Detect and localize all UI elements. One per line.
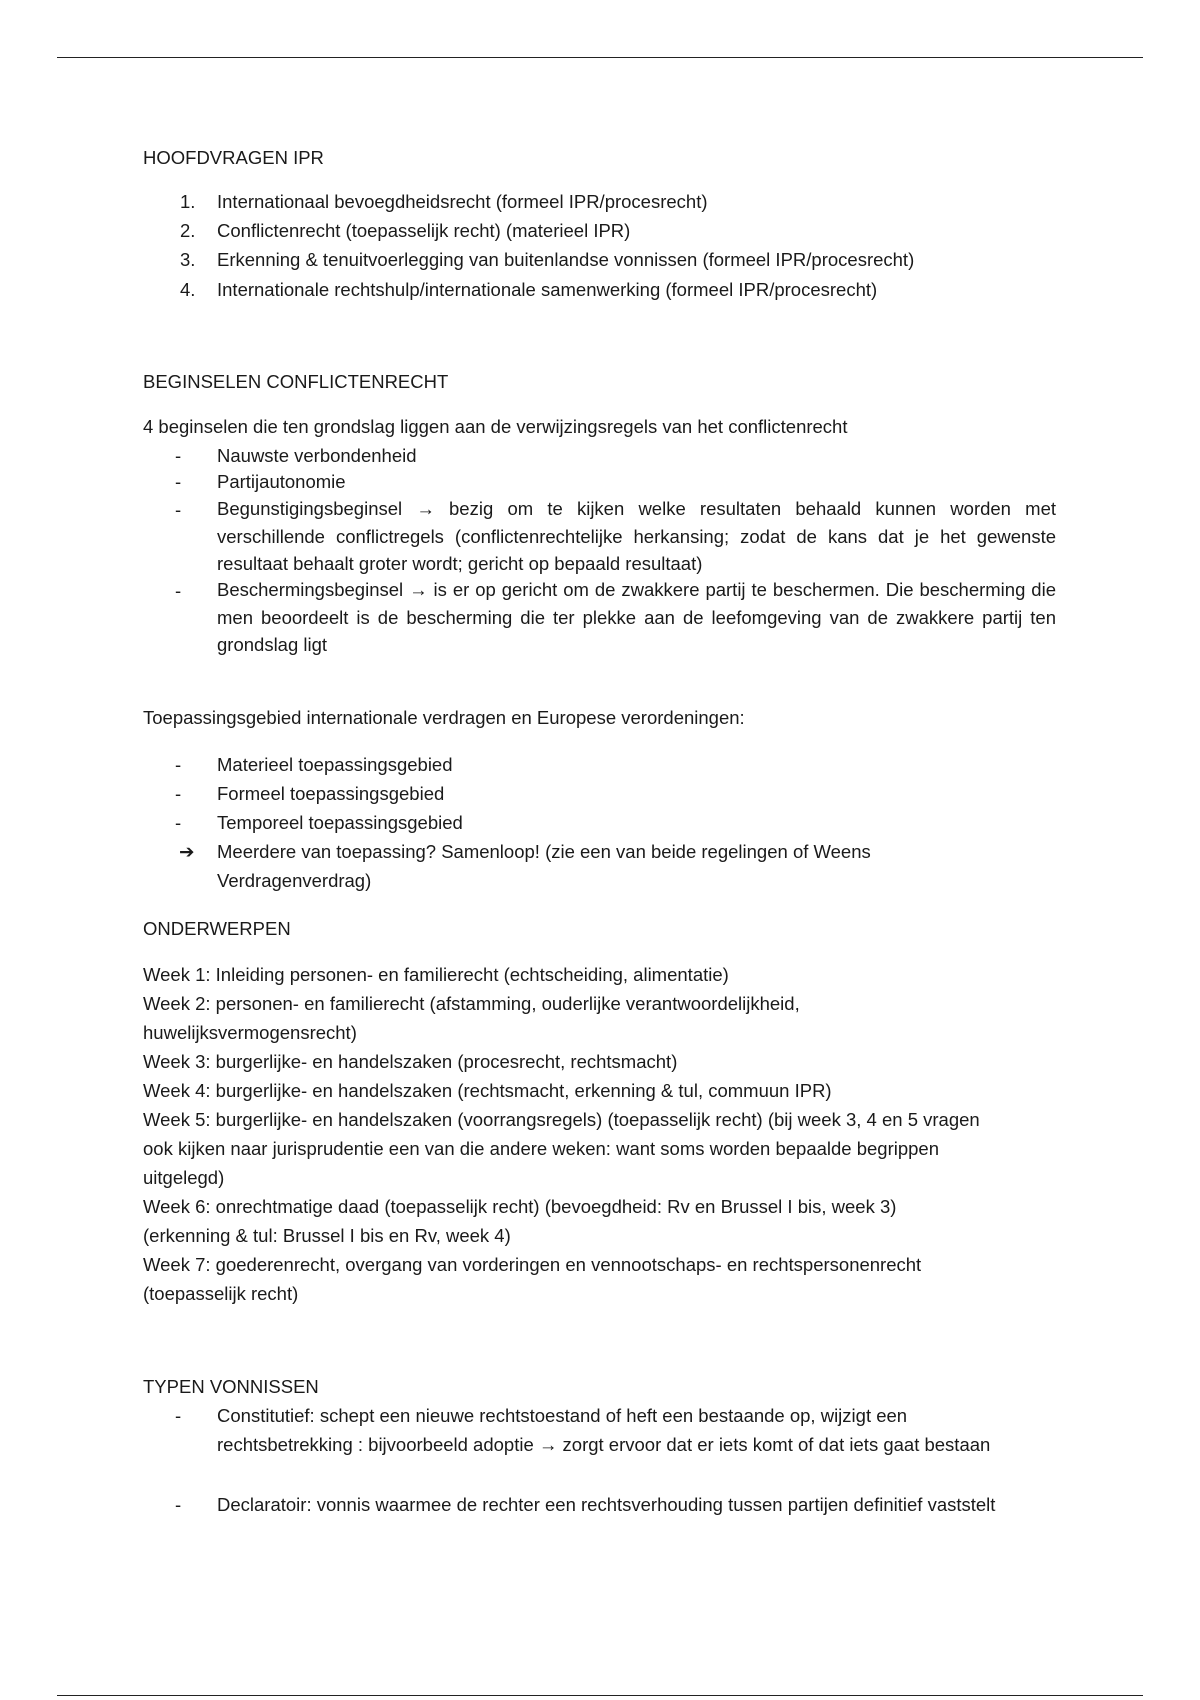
- bullet-dash: -: [175, 783, 182, 804]
- week-line: Week 4: burgerlijke- en handelszaken (rechtsmacht, erkenning & tul, commuun IPR): [143, 1080, 832, 1101]
- item-text: Internationale rechtshulp/internationale samenwerking (formeel IPR/procesrecht): [217, 279, 878, 300]
- item-number: 1.: [180, 191, 196, 212]
- footer-rule: [57, 1695, 1143, 1696]
- item-text: Internationaal bevoegdheidsrecht (formeel IPR/procesrecht): [217, 191, 708, 212]
- heading-toepassingsgebied: Toepassingsgebied internationale verdragen en Europese verordeningen:: [143, 707, 745, 728]
- item-text: Nauwste verbondenheid: [217, 445, 417, 466]
- week-line: uitgelegd): [143, 1167, 225, 1188]
- bullet-dash: -: [175, 445, 182, 466]
- bullet-dash: -: [175, 471, 182, 492]
- bullet-dash: -: [175, 754, 182, 775]
- item-text: Meerdere van toepassing? Samenloop! (zie een van beide regelingen of Weens Verdragenverdrag): [217, 841, 871, 891]
- week-line: Week 3: burgerlijke- en handelszaken (procesrecht, rechtsmacht): [143, 1051, 678, 1072]
- item-text: Formeel toepassingsgebied: [217, 783, 445, 804]
- bullet-dash: -: [175, 1494, 182, 1515]
- week-line: Week 2: personen- en familierecht (afstamming, ouderlijke verantwoordelijkheid,: [143, 993, 800, 1014]
- bullet-dash: -: [175, 580, 182, 601]
- heading-typen-vonnissen: TYPEN VONNISSEN: [143, 1376, 319, 1397]
- item-number: 4.: [180, 279, 196, 300]
- heading-hoofdvragen: HOOFDVRAGEN IPR: [143, 147, 324, 168]
- week-line: Week 5: burgerlijke- en handelszaken (voorrangsregels) (toepasselijk recht) (bij week 3, 4 en 5 vragen: [143, 1109, 980, 1130]
- item-text: Erkenning & tenuitvoerlegging van buitenlandse vonnissen (formeel IPR/procesrecht): [217, 249, 915, 270]
- arrow-right-icon: ➔: [179, 841, 195, 862]
- bullet-dash: -: [175, 812, 182, 833]
- beginselen-intro: 4 beginselen die ten grondslag liggen aan de verwijzingsregels van het conflictenrecht: [143, 416, 848, 437]
- item-text: Materieel toepassingsgebied: [217, 754, 453, 775]
- bullet-dash: -: [175, 1405, 182, 1426]
- week-line: Week 6: onrechtmatige daad (toepasselijk recht) (bevoegdheid: Rv en Brussel I bis, week 3): [143, 1196, 897, 1217]
- item-text: Constitutief: schept een nieuwe rechtstoestand of heft een bestaande op, wijzigt een rechtsbetrekking : bijvoorbeeld adoptie → zorgt ervoor dat er iets komt of dat iets gaat bestaan: [217, 1405, 991, 1455]
- item-text: Beschermingsbeginsel → is er op gericht om de zwakkere partij te beschermen. Die bescherming die men beoordeelt is de bescherming die ter plekke aan de leefomgeving van de zwakkere partij ten grondslag ligt: [217, 579, 1056, 655]
- bullet-dash: -: [175, 499, 182, 520]
- item-text: Declaratoir: vonnis waarmee de rechter een rechtsverhouding tussen partijen definitief vaststelt: [217, 1494, 996, 1515]
- week-line: huwelijksvermogensrecht): [143, 1022, 357, 1043]
- header-rule: [57, 57, 1143, 58]
- item-number: 2.: [180, 220, 196, 241]
- heading-onderwerpen: ONDERWERPEN: [143, 918, 291, 939]
- week-line: Week 7: goederenrecht, overgang van vorderingen en vennootschaps- en rechtspersonenrecht: [143, 1254, 922, 1275]
- week-line: (erkenning & tul: Brussel I bis en Rv, week 4): [143, 1225, 511, 1246]
- week-line: (toepasselijk recht): [143, 1283, 299, 1304]
- heading-beginselen: BEGINSELEN CONFLICTENRECHT: [143, 371, 449, 392]
- item-text: Temporeel toepassingsgebied: [217, 812, 463, 833]
- item-text: Partijautonomie: [217, 471, 346, 492]
- item-text: Conflictenrecht (toepasselijk recht) (materieel IPR): [217, 220, 631, 241]
- item-text: Begunstigingsbeginsel → bezig om te kijken welke resultaten behaald kunnen worden met verschillende conflictregels (conflictenrechtelijke herkansing; zodat de kans dat je het gewenste resultaat behaalt groter wordt; gericht op bepaald resultaat): [217, 498, 1056, 574]
- item-number: 3.: [180, 249, 196, 270]
- week-line: ook kijken naar jurisprudentie een van die andere weken: want soms worden bepaalde begrippen: [143, 1138, 940, 1159]
- week-line: Week 1: Inleiding personen- en familierecht (echtscheiding, alimentatie): [143, 964, 729, 985]
